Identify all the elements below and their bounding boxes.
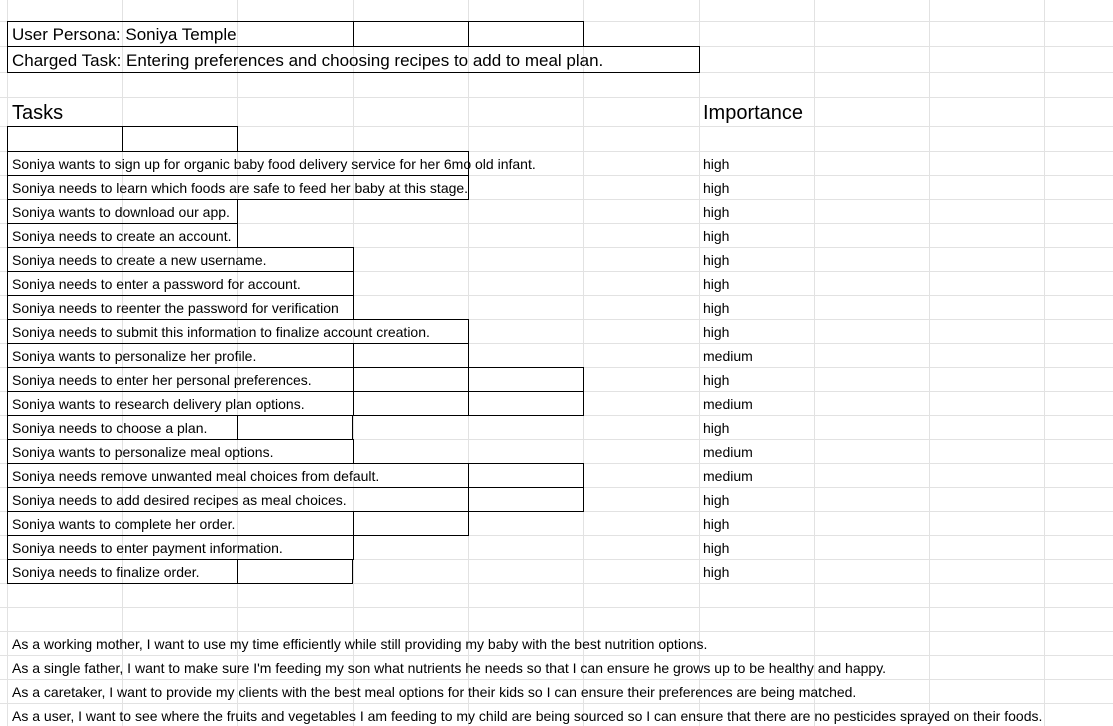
task-cell: Soniya needs to enter payment information.: [12, 540, 283, 556]
task-cell: Soniya needs to learn which foods are safe to feed her baby at this stage.: [12, 180, 469, 196]
importance-cell: high: [703, 372, 730, 388]
importance-cell: high: [703, 156, 730, 172]
user-story: As a working mother, I want to use my time efficiently while still providing my baby with the best nutrition options.: [12, 636, 708, 652]
importance-cell: high: [703, 180, 730, 196]
user-story: As a user, I want to see where the fruits and vegetables I am feeding to my child are being sourced so I can ensure that there are no pesticides sprayed on their foods.: [12, 708, 1043, 724]
importance-cell: high: [703, 516, 730, 532]
importance-cell: high: [703, 228, 730, 244]
user-story: As a caretaker, I want to provide my clients with the best meal options for their kids so I can ensure their preferences are being matched.: [12, 684, 857, 700]
task-cell: Soniya wants to complete her order.: [12, 516, 236, 532]
importance-cell: high: [703, 324, 730, 340]
importance-cell: high: [703, 276, 730, 292]
task-cell: Soniya wants to research delivery plan options.: [12, 396, 305, 412]
task-cell: Soniya needs to create a new username.: [12, 252, 267, 268]
task-cell: Soniya needs to enter her personal preferences.: [12, 372, 312, 388]
charged-task-label: Charged Task: Entering preferences and choosing recipes to add to meal plan.: [12, 51, 604, 70]
task-cell: Soniya needs to choose a plan.: [12, 420, 208, 436]
task-cell: Soniya wants to personalize her profile.: [12, 348, 257, 364]
importance-cell: high: [703, 420, 730, 436]
importance-header: Importance: [703, 102, 804, 124]
task-cell: Soniya wants to sign up for organic baby food delivery service for her 6mo old infant.: [12, 156, 536, 172]
task-cell: Soniya needs remove unwanted meal choices from default.: [12, 468, 380, 484]
importance-cell: high: [703, 492, 730, 508]
user-story: As a single father, I want to make sure I'm feeding my son what nutrients he needs so that I can ensure he grows up to be healthy and happy.: [12, 660, 887, 676]
importance-cell: medium: [703, 348, 753, 364]
importance-cell: high: [703, 252, 730, 268]
task-cell: Soniya needs to add desired recipes as meal choices.: [12, 492, 347, 508]
tasks-header: Tasks: [12, 102, 64, 124]
task-cell: Soniya needs to reenter the password for verification: [12, 300, 339, 316]
task-cell: Soniya needs to create an account.: [12, 228, 232, 244]
task-cell: Soniya needs to enter a password for account.: [12, 276, 301, 292]
importance-cell: high: [703, 204, 730, 220]
importance-cell: medium: [703, 396, 753, 412]
task-cell: Soniya needs to finalize order.: [12, 564, 200, 580]
task-cell: Soniya wants to download our app.: [12, 204, 230, 220]
importance-cell: high: [703, 564, 730, 580]
task-cell: Soniya needs to submit this information to finalize account creation.: [12, 324, 430, 340]
importance-cell: medium: [703, 444, 753, 460]
importance-cell: high: [703, 540, 730, 556]
importance-cell: medium: [703, 468, 753, 484]
importance-cell: high: [703, 300, 730, 316]
task-cell: Soniya wants to personalize meal options.: [12, 444, 274, 460]
persona-label: User Persona: Soniya Temple: [12, 25, 237, 44]
